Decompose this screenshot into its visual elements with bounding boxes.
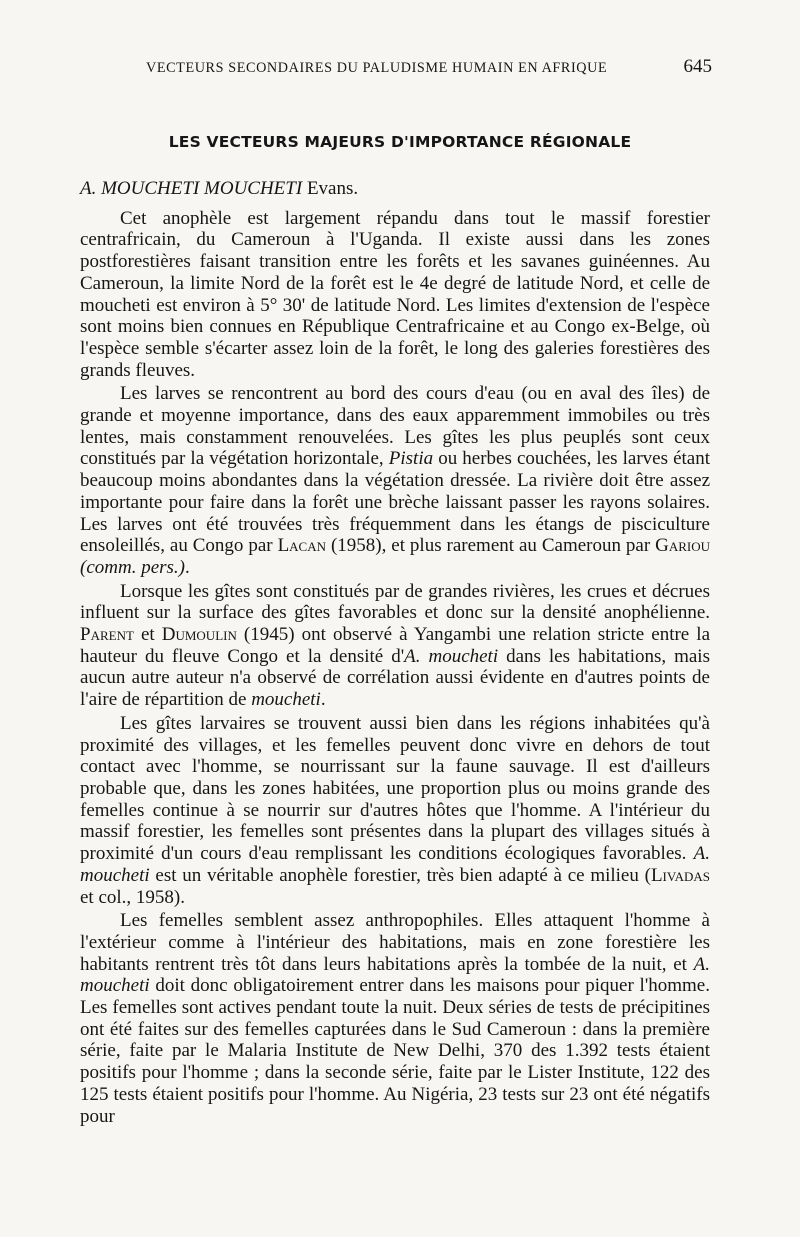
paragraph-larvae <box>80 383 710 578</box>
text-run: (1958), et plus rarement au Cameroun par <box>326 535 656 557</box>
paragraph-text: Cet anophèle est largement répandu dans tout le massif forestier centrafricain, du Cameroun à l'Uganda. Il existe aussi dans les zones postforestières faisant transition entre les forêts et les savanes guinéennes. Au Cameroun, la limite Nord de la forêt est le 4e degré de latitude Nord, et celle de moucheti est environ à 5° 30' de latitude Nord. Les limites d'extension de l'espèce sont moins bien connues en République Centrafricaine et au Congo ex-Belge, où l'espèce semble s'écarter assez loin de la forêt, le long des galeries forestières des grands fleuves. <box>80 207 710 381</box>
paragraph-distribution <box>80 208 710 382</box>
page-number: 645 <box>683 56 712 77</box>
running-head-title: VECTEURS SECONDAIRES DU PALUDISME HUMAIN EN AFRIQUE <box>146 60 608 76</box>
subsection-author: Evans. <box>302 178 359 199</box>
taxon-moucheti: moucheti <box>251 689 321 711</box>
text-run: . <box>320 689 326 711</box>
taxon-a-moucheti: A. moucheti <box>80 953 710 997</box>
text-run: et col., 1958). <box>80 886 186 908</box>
body-text <box>80 178 710 1129</box>
text-run: Lorsque les gîtes sont constitués par de grandes rivières, les crues et décrues influent sur la surface des gîtes favorables et donc sur la densité anophélienne. <box>80 580 710 624</box>
text-run: Les larves se rencontrent au bord des cours d'eau (ou en aval des îles) de grande et moyenne importance, dans des eaux apparemment immobiles ou très lentes, mais constamment renouvelées. Les gîtes les plus peuplés sont ceux constitués par la végétation horizontale, <box>80 383 710 470</box>
section-title: LES VECTEURS MAJEURS D'IMPORTANCE RÉGIONALE <box>168 133 632 151</box>
text-run: (1945) ont observé à Yangambi une relation stricte entre la hauteur du fleuve Congo et la densité d' <box>80 624 711 667</box>
author-parent: Parent <box>80 624 134 646</box>
text-run: . <box>185 556 190 578</box>
taxon-a-moucheti: A. moucheti <box>80 843 710 886</box>
text-run: ou herbes couchées, les larves étant beaucoup moins abondantes dans la végétation dressée. La rivière doit être assez importante pour faire dans la forêt une brèche laissant passer les rayons solaires. Les larves ont été trouvées très fréquemment dans les étangs de pisciculture ensoleillés, au Congo par <box>80 448 710 557</box>
text-run: doit donc obligatoirement entrer dans les maisons pour piquer l'homme. Les femelles sont actives pendant toute la nuit. Deux séries de tests de précipitines ont été faites sur des femelles capturées dans le Sud Cameroun : dans la première série, faite par le Malaria Institute de New Delhi, 370 des 1.392 tests étaient positifs pour l'homme ; dans la seconde série, faite par le Lister Institute, 122 des 125 tests étaient positifs pour l'homme. Au Nigéria, 23 tests sur 23 ont été négatifs pour <box>80 975 710 1127</box>
text-run: dans les habitations, mais aucun autre auteur n'a observé de corrélation aussi évidente en d'autres points de l'aire de répartition de <box>80 645 710 711</box>
author-dumoulin: Dumoulin <box>161 624 237 646</box>
subsection-heading <box>80 178 710 200</box>
text-run: et <box>133 624 162 646</box>
paragraph-habitat <box>80 713 710 908</box>
taxon-a-moucheti: A. moucheti <box>404 645 499 667</box>
author-livadas: Livadas <box>650 864 710 886</box>
paragraph-breeding-sites <box>80 581 710 711</box>
citation-note: (comm. pers.) <box>80 556 186 578</box>
running-head <box>80 56 712 78</box>
taxon-pistia: Pistia <box>388 448 434 470</box>
author-lacan: Lacan <box>277 535 327 557</box>
paragraph-behaviour <box>80 910 710 1127</box>
text-run: Les femelles semblent assez anthropophiles. Elles attaquent l'homme à l'extérieur comme à l'intérieur des habitations, mais en zone forestière les habitants rentrent très tôt dans leurs habitations après la tombée de la nuit, et <box>80 910 710 975</box>
subsection-species-label: A. MOUCHETI MOUCHETI <box>80 178 303 199</box>
text-run: est un véritable anophèle forestier, très bien adapté à ce milieu ( <box>149 864 651 886</box>
text-run: Les gîtes larvaires se trouvent aussi bien dans les régions inhabitées qu'à proximité des villages, et les femelles peuvent donc vivre en dehors de tout contact avec l'homme, se nourrissant sur la faune sauvage. Il est d'ailleurs probable que, dans les zones habitées, une proportion plus ou moins grande des femelles continue à se nourrir sur d'autres hôtes que l'homme. A l'intérieur du massif forestier, les femelles sont présentes dans la plupart des villages situés à proximité d'un cours d'eau remplissant les conditions écologiques favorables. <box>80 712 710 865</box>
author-gariou: Gariou <box>655 535 711 557</box>
